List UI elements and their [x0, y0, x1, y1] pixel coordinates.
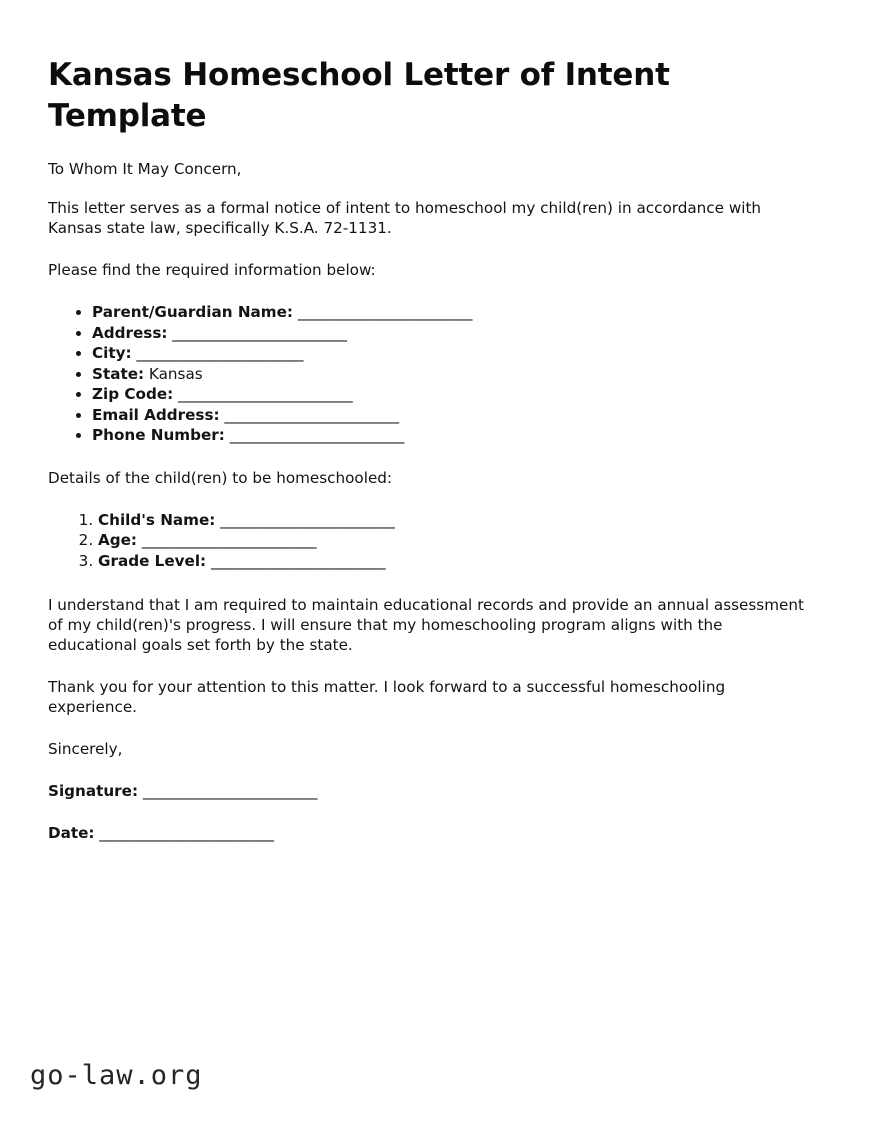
parent-info-list [48, 302, 823, 446]
list-item [92, 343, 823, 364]
list-item [92, 323, 823, 344]
list-item [98, 510, 823, 531]
signature-block [48, 781, 823, 843]
list-item [92, 405, 823, 426]
field-label: Zip Code: [92, 385, 174, 403]
field-label: Grade Level: [98, 551, 207, 570]
field-blank[interactable]: _______________________ [141, 531, 317, 549]
list-item [98, 530, 823, 551]
list-item [92, 425, 823, 446]
date-label: Date: [48, 824, 95, 842]
child-info-list [48, 510, 823, 572]
field-blank[interactable]: _______________________ [178, 385, 353, 403]
field-label: State: [92, 364, 145, 383]
sign-off: Sincerely, [48, 740, 123, 758]
date-row [48, 823, 823, 843]
field-label: Parent/Guardian Name: [92, 303, 293, 321]
required-info-lead: Please find the required information below: [48, 261, 376, 279]
acknowledgement-paragraph: I understand that I am required to maintain educational records and provide an annual assessment of my child(ren)'s progress. I will ensure that my homeschooling program aligns with the educational goals set forth by the state. [48, 596, 804, 654]
date-blank[interactable]: _______________________ [99, 824, 274, 842]
field-value: Kansas [148, 364, 203, 383]
field-blank[interactable]: _______________________ [297, 303, 473, 321]
signature-blank[interactable]: _______________________ [142, 782, 318, 800]
page-title: Kansas Homeschool Letter of Intent Template [48, 57, 670, 134]
field-label: City: [92, 344, 132, 362]
field-label: Phone Number: [92, 426, 225, 444]
field-blank[interactable]: _______________________ [229, 426, 405, 444]
field-label: Address: [92, 323, 168, 342]
field-blank[interactable]: _______________________ [220, 510, 395, 529]
field-blank[interactable]: _______________________ [172, 323, 347, 342]
site-watermark: go-law.org [30, 1060, 203, 1091]
field-label: Age: [98, 531, 137, 549]
child-details-lead: Details of the child(ren) to be homeschooled: [48, 468, 393, 487]
field-blank[interactable]: ______________________ [136, 344, 304, 362]
signature-label: Signature: [48, 782, 139, 800]
intro-paragraph: This letter serves as a formal notice of intent to homeschool my child(ren) in accordance with Kansas state law, specifically K.S.A. 72-1131. [48, 199, 762, 237]
field-label: Email Address: [92, 405, 220, 424]
field-blank[interactable]: _______________________ [210, 551, 386, 570]
list-item [92, 302, 823, 323]
list-item [92, 384, 823, 405]
document-body [48, 55, 823, 865]
salutation: To Whom It May Concern, [48, 160, 242, 178]
field-blank[interactable]: _______________________ [224, 405, 400, 424]
closing-paragraph: Thank you for your attention to this matter. I look forward to a successful homeschooling experience. [48, 678, 726, 716]
signature-row [48, 781, 823, 801]
field-label: Child's Name: [98, 510, 216, 529]
list-item [98, 551, 823, 572]
list-item [92, 364, 823, 385]
